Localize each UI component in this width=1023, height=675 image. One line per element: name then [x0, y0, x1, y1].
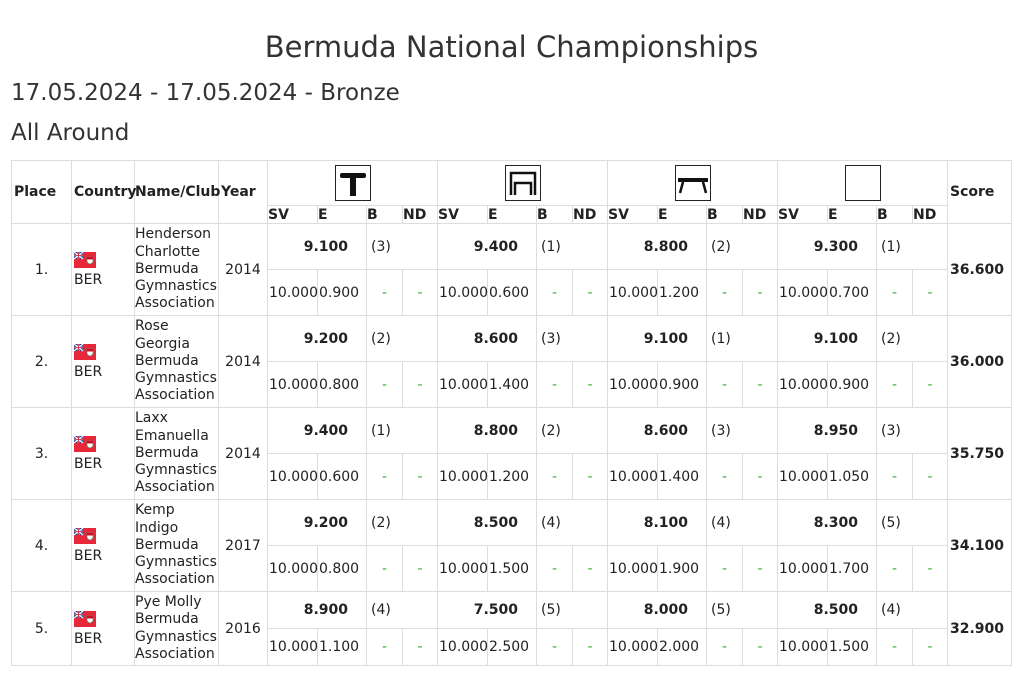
table-row: [12, 224, 1012, 270]
apparatus-rank: (3): [367, 224, 438, 270]
country-code: BER: [74, 455, 103, 472]
sv-value: 10.000: [608, 629, 658, 666]
sub-header-nd: ND: [743, 206, 778, 224]
year-cell: 2017: [219, 500, 268, 592]
sub-header-e: E: [488, 206, 537, 224]
vault-icon: [335, 165, 371, 201]
nd-value: -: [573, 454, 608, 500]
nd-value: -: [743, 362, 778, 408]
sub-header-nd: ND: [403, 206, 438, 224]
country-cell: [72, 500, 135, 592]
sv-value: 10.000: [438, 362, 488, 408]
sv-value: 10.000: [778, 629, 828, 666]
apparatus-rank: (4): [537, 500, 608, 546]
e-value: 1.500: [828, 629, 877, 666]
page-title: Bermuda National Championships: [264, 30, 759, 64]
header-score[interactable]: Score: [948, 161, 1012, 224]
place-cell: 4.: [12, 500, 72, 592]
name-line: Georgia: [135, 335, 190, 352]
apparatus-rank: (1): [707, 316, 778, 362]
beam-icon: [675, 165, 711, 201]
apparatus-rank: (4): [367, 592, 438, 629]
place-cell: 2.: [12, 316, 72, 408]
year-cell: 2014: [219, 224, 268, 316]
nd-value: -: [913, 629, 948, 666]
apparatus-rank: (3): [537, 316, 608, 362]
sv-value: 10.000: [268, 362, 318, 408]
sv-value: 10.000: [778, 270, 828, 316]
country-code: BER: [74, 547, 103, 564]
e-value: 1.200: [488, 454, 537, 500]
sv-value: 10.000: [778, 362, 828, 408]
sv-value: 10.000: [608, 362, 658, 408]
results-table: [11, 160, 1012, 666]
apparatus-rank: (2): [707, 224, 778, 270]
bermuda-flag-icon: [74, 436, 96, 452]
name-line: Laxx: [135, 410, 168, 427]
nd-value: -: [913, 362, 948, 408]
nd-value: -: [403, 454, 438, 500]
b-value: -: [707, 362, 743, 408]
country-cell: [72, 224, 135, 316]
country-cell: [72, 316, 135, 408]
apparatus-rank: (4): [707, 500, 778, 546]
sv-value: 10.000: [608, 454, 658, 500]
apparatus-score: 8.600: [608, 408, 707, 454]
sub-header-b: B: [877, 206, 913, 224]
sub-header-nd: ND: [913, 206, 948, 224]
name-line: Gymnastics: [135, 370, 217, 387]
e-value: 0.800: [318, 546, 367, 592]
b-value: -: [537, 629, 573, 666]
place-cell: 3.: [12, 408, 72, 500]
uneven-bars-icon: [505, 165, 541, 201]
nd-value: -: [913, 454, 948, 500]
e-value: 1.400: [658, 454, 707, 500]
table-row: [12, 316, 1012, 362]
b-value: -: [537, 362, 573, 408]
name-club-cell[interactable]: [135, 500, 219, 592]
nd-value: -: [573, 362, 608, 408]
header-name-club[interactable]: Name/Club: [135, 161, 219, 224]
apparatus-score: 9.200: [268, 500, 367, 546]
apparatus-rank: (5): [707, 592, 778, 629]
b-value: -: [367, 546, 403, 592]
b-value: -: [877, 270, 913, 316]
country-code: BER: [74, 363, 103, 380]
bermuda-flag-icon: [74, 252, 96, 268]
place-cell: 1.: [12, 224, 72, 316]
year-cell: 2014: [219, 408, 268, 500]
e-value: 1.200: [658, 270, 707, 316]
b-value: -: [367, 454, 403, 500]
apparatus-rank: (5): [877, 500, 948, 546]
nd-value: -: [743, 270, 778, 316]
b-value: -: [707, 270, 743, 316]
nd-value: -: [743, 629, 778, 666]
table-row: [12, 592, 1012, 629]
nd-value: -: [403, 629, 438, 666]
bermuda-flag-icon: [74, 344, 96, 360]
nd-value: -: [573, 546, 608, 592]
sv-value: 10.000: [608, 270, 658, 316]
header-place[interactable]: Place: [12, 161, 72, 224]
apparatus-rank: (3): [877, 408, 948, 454]
sv-value: 10.000: [438, 629, 488, 666]
nd-value: -: [403, 270, 438, 316]
name-line: Bermuda: [135, 611, 199, 628]
apparatus-score: 7.500: [438, 592, 537, 629]
e-value: 1.500: [488, 546, 537, 592]
name-line: Charlotte: [135, 243, 201, 260]
total-score: 32.900: [948, 592, 1012, 666]
b-value: -: [707, 546, 743, 592]
apparatus-rank: (2): [877, 316, 948, 362]
name-line: Association: [135, 387, 215, 404]
b-value: -: [877, 629, 913, 666]
apparatus-score: 8.300: [778, 500, 877, 546]
b-value: -: [537, 270, 573, 316]
sub-header-nd: ND: [573, 206, 608, 224]
sub-header-e: E: [828, 206, 877, 224]
b-value: -: [707, 454, 743, 500]
apparatus-rank: (1): [367, 408, 438, 454]
apparatus-score: 8.900: [268, 592, 367, 629]
name-line: Association: [135, 479, 215, 496]
apparatus-score: 9.400: [438, 224, 537, 270]
sv-value: 10.000: [268, 454, 318, 500]
sv-value: 10.000: [268, 629, 318, 666]
b-value: -: [877, 362, 913, 408]
apparatus-beam-header: [608, 161, 778, 206]
sv-value: 10.000: [438, 270, 488, 316]
total-score: 35.750: [948, 408, 1012, 500]
e-value: 0.900: [828, 362, 877, 408]
sv-value: 10.000: [438, 454, 488, 500]
sub-header-sv: SV: [438, 206, 488, 224]
b-value: -: [367, 270, 403, 316]
sv-value: 10.000: [268, 546, 318, 592]
e-value: 0.600: [488, 270, 537, 316]
competition-dates: 17.05.2024 - 17.05.2024 - Bronze: [11, 80, 400, 106]
name-line: Gymnastics: [135, 462, 217, 479]
name-club-cell[interactable]: [135, 408, 219, 500]
total-score: 36.000: [948, 316, 1012, 408]
country-cell: [72, 408, 135, 500]
apparatus-rank: (4): [877, 592, 948, 629]
b-value: -: [367, 629, 403, 666]
apparatus-floor-header: [778, 161, 948, 206]
name-line: Bermuda: [135, 352, 199, 369]
apparatus-score: 9.400: [268, 408, 367, 454]
table-row: [12, 408, 1012, 454]
apparatus-score: 8.000: [608, 592, 707, 629]
nd-value: -: [913, 546, 948, 592]
nd-value: -: [743, 454, 778, 500]
apparatus-bars-header: [438, 161, 608, 206]
name-line: Kemp: [135, 502, 175, 519]
name-line: Bermuda: [135, 536, 199, 553]
name-club-cell[interactable]: [135, 592, 219, 666]
name-line: Gymnastics: [135, 628, 217, 645]
sv-value: 10.000: [778, 546, 828, 592]
section-title: All Around: [11, 120, 130, 146]
sv-value: 10.000: [608, 546, 658, 592]
nd-value: -: [743, 546, 778, 592]
header-country[interactable]: Country: [72, 161, 135, 224]
apparatus-score: 8.800: [608, 224, 707, 270]
e-value: 1.050: [828, 454, 877, 500]
name-line: Pye Molly: [135, 593, 202, 610]
apparatus-score: 8.600: [438, 316, 537, 362]
e-value: 0.600: [318, 454, 367, 500]
name-line: Indigo: [135, 519, 179, 536]
name-club-cell[interactable]: [135, 316, 219, 408]
e-value: 0.900: [318, 270, 367, 316]
nd-value: -: [913, 270, 948, 316]
e-value: 1.100: [318, 629, 367, 666]
b-value: -: [707, 629, 743, 666]
b-value: -: [367, 362, 403, 408]
bermuda-flag-icon: [74, 611, 96, 627]
b-value: -: [877, 546, 913, 592]
name-line: Gymnastics: [135, 554, 217, 571]
header-year[interactable]: Year: [219, 161, 268, 224]
name-line: Bermuda: [135, 444, 199, 461]
apparatus-rank: (3): [707, 408, 778, 454]
name-line: Association: [135, 295, 215, 312]
country-code: BER: [74, 271, 103, 288]
name-line: Emanuella: [135, 427, 209, 444]
e-value: 0.900: [658, 362, 707, 408]
sv-value: 10.000: [268, 270, 318, 316]
apparatus-score: 8.500: [438, 500, 537, 546]
apparatus-score: 9.200: [268, 316, 367, 362]
sub-header-b: B: [537, 206, 573, 224]
country-cell: [72, 592, 135, 666]
e-value: 2.000: [658, 629, 707, 666]
bermuda-flag-icon: [74, 528, 96, 544]
total-score: 34.100: [948, 500, 1012, 592]
name-line: Gymnastics: [135, 278, 217, 295]
name-line: Henderson: [135, 226, 212, 243]
sub-header-b: B: [367, 206, 403, 224]
country-code: BER: [74, 630, 103, 647]
nd-value: -: [573, 270, 608, 316]
apparatus-score: 8.100: [608, 500, 707, 546]
sub-header-e: E: [318, 206, 367, 224]
sub-header-sv: SV: [778, 206, 828, 224]
name-line: Rose: [135, 318, 169, 335]
name-club-cell[interactable]: [135, 224, 219, 316]
total-score: 36.600: [948, 224, 1012, 316]
b-value: -: [877, 454, 913, 500]
apparatus-rank: (2): [537, 408, 608, 454]
table-row: [12, 500, 1012, 546]
sv-value: 10.000: [778, 454, 828, 500]
apparatus-rank: (2): [367, 500, 438, 546]
e-value: 1.900: [658, 546, 707, 592]
sv-value: 10.000: [438, 546, 488, 592]
name-line: Association: [135, 645, 215, 662]
nd-value: -: [403, 362, 438, 408]
year-cell: 2014: [219, 316, 268, 408]
e-value: 1.700: [828, 546, 877, 592]
apparatus-rank: (1): [537, 224, 608, 270]
apparatus-score: 8.500: [778, 592, 877, 629]
name-line: Association: [135, 571, 215, 588]
sub-header-b: B: [707, 206, 743, 224]
apparatus-score: 8.800: [438, 408, 537, 454]
apparatus-rank: (5): [537, 592, 608, 629]
apparatus-score: 9.100: [778, 316, 877, 362]
e-value: 1.400: [488, 362, 537, 408]
e-value: 0.700: [828, 270, 877, 316]
name-line: Bermuda: [135, 260, 199, 277]
b-value: -: [537, 546, 573, 592]
nd-value: -: [573, 629, 608, 666]
nd-value: -: [403, 546, 438, 592]
apparatus-score: 8.950: [778, 408, 877, 454]
apparatus-rank: (1): [877, 224, 948, 270]
year-cell: 2016: [219, 592, 268, 666]
apparatus-rank: (2): [367, 316, 438, 362]
b-value: -: [537, 454, 573, 500]
sub-header-e: E: [658, 206, 707, 224]
e-value: 0.800: [318, 362, 367, 408]
apparatus-score: 9.100: [608, 316, 707, 362]
apparatus-score: 9.100: [268, 224, 367, 270]
e-value: 2.500: [488, 629, 537, 666]
sub-header-sv: SV: [268, 206, 318, 224]
floor-icon: [845, 165, 881, 201]
sub-header-sv: SV: [608, 206, 658, 224]
apparatus-vault-header: [268, 161, 438, 206]
place-cell: 5.: [12, 592, 72, 666]
apparatus-score: 9.300: [778, 224, 877, 270]
